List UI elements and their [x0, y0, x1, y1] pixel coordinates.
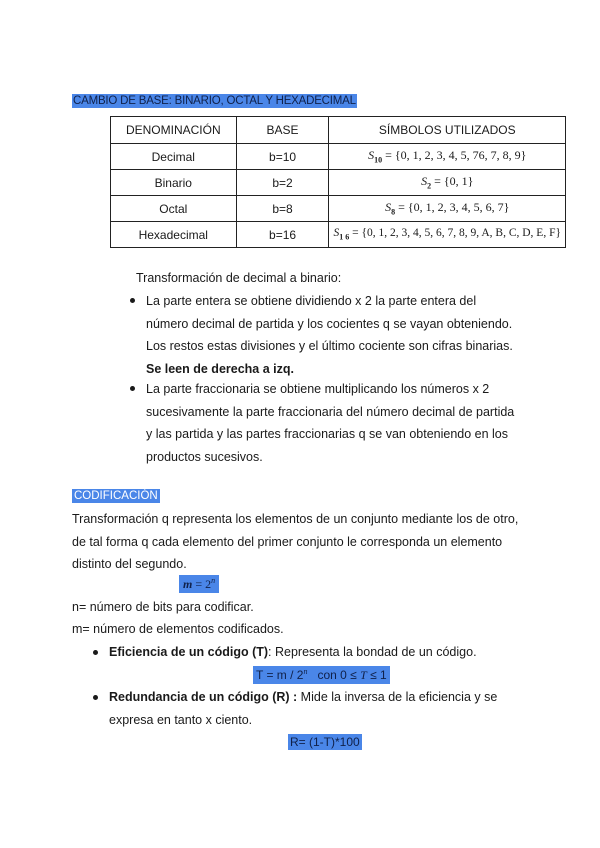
table-cell-symbols	[329, 196, 566, 222]
table-cell-base: b=8	[236, 196, 329, 222]
table-cell-name: Hexadecimal	[111, 222, 237, 248]
formula-lhs: m	[183, 577, 193, 591]
efficiency-text: : Representa la bondad de un código.	[268, 645, 477, 659]
table-header-cell: SÍMBOLOS UTILIZADOS	[329, 117, 566, 144]
set-symbol: S	[421, 174, 428, 189]
set-subscript: 8	[391, 207, 396, 217]
formula-redundancy: R= (1-T)*100	[290, 735, 360, 749]
set-subscript: 1 6	[339, 232, 350, 242]
set-symbol: S	[368, 148, 375, 163]
transform-title: Transformación de decimal a binario:	[136, 271, 342, 285]
formula-var: T	[360, 668, 367, 682]
table-cell-name: Decimal	[111, 144, 237, 170]
table-header-cell: BASE	[236, 117, 329, 144]
formula-mid: con 0 ≤	[307, 668, 361, 682]
bullet-dot	[93, 650, 98, 655]
table-row	[111, 196, 566, 222]
set-values: = {0, 1, 2, 3, 4, 5, 76, 7, 8, 9}	[382, 148, 527, 163]
table-header-cell: DENOMINACIÓN	[111, 117, 237, 144]
table-cell-name: Binario	[111, 170, 237, 196]
set-values: = {0, 1, 2, 3, 4, 5, 6, 7, 8, 9, A, B, C, D, E, F}	[349, 227, 561, 240]
table-row	[111, 144, 566, 170]
table-row	[111, 170, 566, 196]
set-symbol: S	[333, 227, 340, 240]
table-cell-symbols	[329, 144, 566, 170]
bullet-dot	[93, 695, 98, 700]
redundancy-label: Redundancia de un código (R) :	[109, 690, 298, 704]
bullet-dot	[130, 386, 135, 391]
set-subscript: 10	[374, 155, 383, 165]
bullet-redundancy	[109, 686, 519, 731]
bullet-integer-part	[146, 290, 521, 380]
efficiency-label: Eficiencia de un código (T)	[109, 645, 269, 659]
formula-eq: = 2	[192, 577, 212, 591]
table-cell-symbols	[329, 170, 566, 196]
bullet-text: La parte entera se obtiene dividiendo x 2 la parte entera del número decimal de partida y los cocientes q se vayan obteniendo. Los restos estas divisiones y el último cociente son cifras binarias.	[146, 294, 513, 353]
table-cell-base: b=16	[236, 222, 329, 248]
table-cell-base: b=2	[236, 170, 329, 196]
formula-pre: T = m / 2	[256, 668, 304, 682]
formula-exp: n	[303, 667, 308, 676]
table-cell-symbols	[329, 222, 566, 248]
table-row	[111, 222, 566, 248]
coding-paragraph: Transformación q representa los elementos de un conjunto mediante los de otro, de tal forma q cada elemento del primer conjunto le corresponda un elemento distinto del segundo.	[72, 512, 519, 571]
section-heading-coding: CODIFICACIÓN	[74, 490, 158, 502]
bullet-text: La parte fraccionaria se obtiene multiplicando los números x 2 sucesivamente la parte fraccionaria del número decimal de partida y las partida y las partes fraccionarias q se van obteniendo en los productos sucesivos.	[146, 382, 515, 464]
formula-exp: n	[211, 576, 216, 585]
bullet-bold-text: Se leen de derecha a izq.	[146, 361, 294, 376]
table-header-row	[111, 117, 566, 144]
redundancy-text: Mide la inversa de la eficiencia y se expresa en tanto x ciento.	[109, 690, 498, 727]
definition-n: n= número de bits para codificar.	[72, 600, 254, 614]
definition-m: m= número de elementos codificados.	[72, 622, 284, 636]
set-subscript: 2	[427, 181, 432, 191]
bullet-dot	[130, 298, 135, 303]
formula-m-equals-2n	[179, 575, 219, 593]
set-values: = {0, 1, 2, 3, 4, 5, 6, 7}	[395, 200, 510, 215]
number-bases-table	[110, 116, 566, 248]
set-symbol: S	[385, 200, 392, 215]
table-cell-name: Octal	[111, 196, 237, 222]
table-cell-base: b=10	[236, 144, 329, 170]
bullet-efficiency	[109, 641, 529, 664]
bullet-fractional-part	[146, 378, 521, 468]
section-heading-base-change: CAMBIO DE BASE: BINARIO, OCTAL Y HEXADECIMAL	[73, 95, 356, 107]
formula-post: ≤ 1	[366, 668, 387, 682]
set-values: = {0, 1}	[431, 174, 474, 189]
formula-efficiency	[253, 666, 390, 684]
